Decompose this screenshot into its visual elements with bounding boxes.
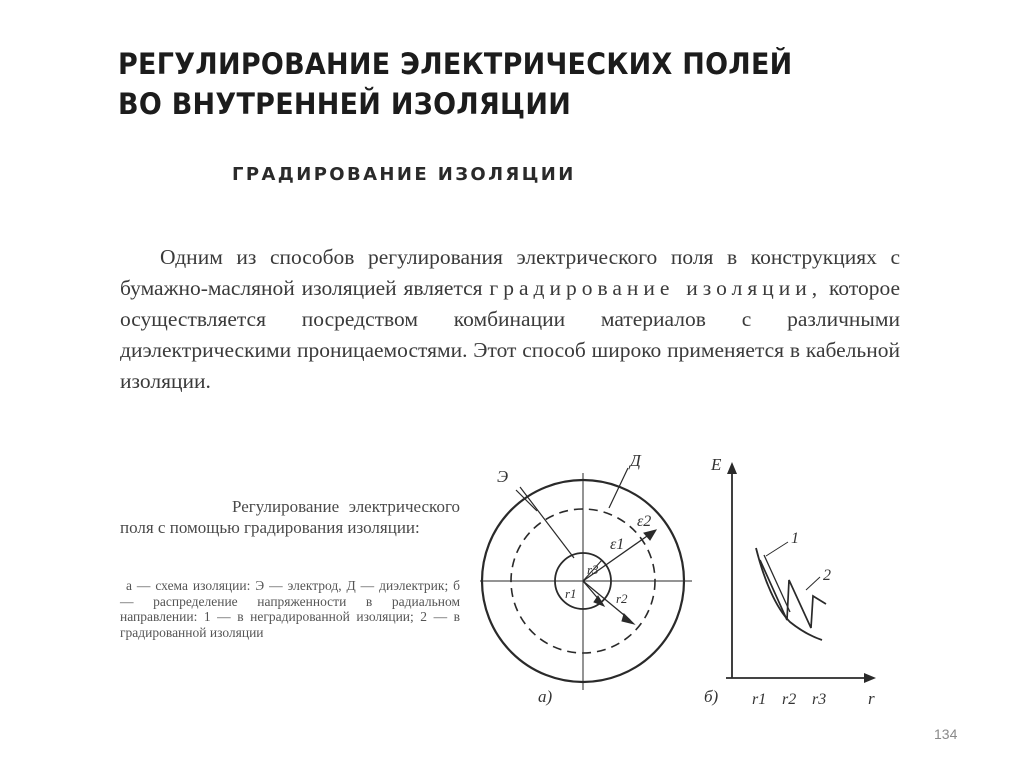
tick-r2: r2: [782, 691, 797, 708]
y-axis-label: E: [711, 455, 722, 474]
tick-r3: r3: [812, 691, 827, 708]
figure-legend: а — схема изоляции: Э — электрод, Д — диэлектрик; б — распределение напряженности в радиальном направлении: 1 — в неградированной изоляции; 2 — в градированной изоляции: [120, 578, 460, 640]
label-electrode: Э: [497, 467, 509, 486]
paragraph-part-2: которое осуществляется посредством комбинации материалов с различными диэлектрическими проницаемостями. Этот способ широко применяется в кабельной изоляции.: [120, 276, 901, 393]
label-epsilon-2: ε2: [637, 513, 652, 530]
title-line-2: ВО ВНУТРЕННЕЙ ИЗОЛЯЦИИ: [118, 87, 572, 121]
panel-label-b: б): [704, 687, 719, 706]
figure-a: [480, 468, 692, 690]
x-axis-label: r: [868, 689, 875, 708]
figure-a-labels: [497, 451, 651, 706]
leader-curve-2: [806, 577, 820, 590]
figure-b: [726, 462, 876, 683]
title-line-1: РЕГУЛИРОВАНИЕ ЭЛЕКТРИЧЕСКИХ ПОЛЕЙ: [118, 47, 793, 81]
label-r3: r3: [587, 562, 599, 577]
label-r2: r2: [616, 591, 628, 606]
paragraph-part-1: Одним из способов регулирования электрического поля в конструкциях с бумажно-масляной изоляцией является: [120, 245, 900, 300]
dielectric-leader: [609, 468, 628, 508]
label-dielectric: Д: [630, 451, 641, 470]
section-subtitle: ГРАДИРОВАНИЕ ИЗОЛЯЦИИ: [232, 164, 576, 185]
label-r1: r1: [565, 586, 577, 601]
x-axis-arrow: [864, 673, 876, 683]
figure-caption: Регулирование электрического поля с помощью градирования изоляции:: [120, 497, 460, 537]
leader-curve-1: [766, 542, 788, 556]
paragraph-emphasis: градирование изоляции,: [489, 276, 823, 300]
curve-2-label: 2: [823, 567, 831, 584]
tick-r1: r1: [752, 691, 767, 708]
panel-label-a: а): [538, 687, 553, 706]
electrode-leader-1: [520, 487, 574, 558]
arrow-head-r3: [644, 530, 656, 540]
curve-2-graded: [760, 560, 826, 628]
label-epsilon-1: ε1: [610, 536, 625, 553]
curve-1-label: 1: [791, 530, 799, 547]
arrow-head-r2: [622, 614, 634, 624]
page-number: 134: [934, 726, 958, 742]
y-axis-arrow: [727, 462, 737, 474]
